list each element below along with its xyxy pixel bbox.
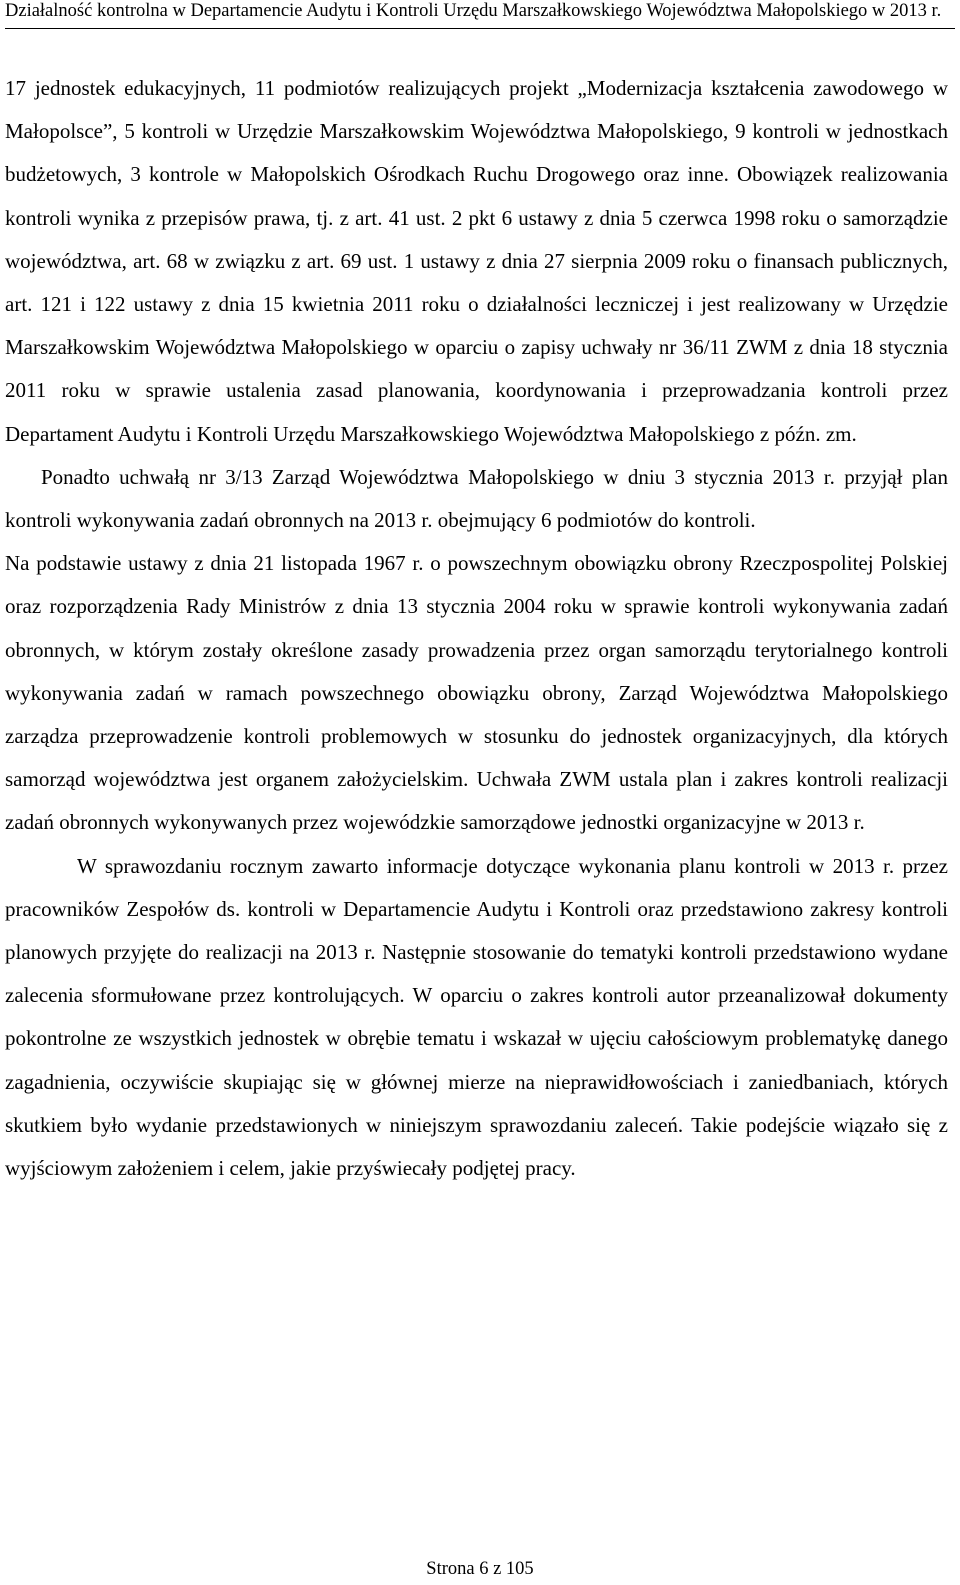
page-number: Strona 6 z 105 [426,1559,534,1579]
paragraph-defense-plan: Ponadto uchwałą nr 3/13 Zarząd Województwa Małopolskiego w dniu 3 stycznia 2013 r. przyjął plan kontroli wykonywania zadań obronnych na 2013 r. obejmujący 6 podmiotów do kontroli. [5,464,948,533]
page-footer [0,1558,960,1580]
running-header-title: Działalność kontrolna w Departamencie Audytu i Kontroli Urzędu Marszałkowskiego Województwa Małopolskiego w 2013 r. [5,1,942,21]
running-header [5,0,955,29]
paragraph-annual-report: W sprawozdaniu rocznym zawarto informacje dotyczące wykonania planu kontroli w 2013 r. przez pracowników Zespołów ds. kontroli w Departamencie Audytu i Kontroli oraz przedstawiono zakresy kontroli planowych przyjęte do realizacji na 2013 r. Następnie stosowanie do tematyki kontroli przedstawiono wydane zalecenia sformułowane przez kontrolujących. W oparciu o zakres kontroli autor przeanalizował dokumenty pokontrolne ze wszystkich jednostek w obrębie tematu i wskazał w ujęciu całościowym problematykę danego zagadnienia, oczywiście skupiając się w głównej mierze na nieprawidłowościach i zaniedbaniach, których skutkiem było wydanie przedstawionych w niniejszym sprawozdaniu zaleceń. Takie podejście wiązało się z wyjściowym założeniem i celem, jakie przyświecały podjętej pracy. [5,853,948,1181]
paragraph-legal-basis-defense: Na podstawie ustawy z dnia 21 listopada 1967 r. o powszechnym obowiązku obrony Rzeczpospolitej Polskiej oraz rozporządzenia Rady Ministrów z dnia 13 stycznia 2004 roku w sprawie kontroli wykonywania zadań obronnych, w którym zostały określone zasady prowadzenia przez organ samorządu terytorialnego kontroli wykonywania zadań w ramach powszechnego obowiązku obrony, Zarząd Województwa Małopolskiego zarządza przeprowadzenie kontroli problemowych w stosunku do jednostek organizacyjnych, dla których samorząd województwa jest organem założycielskim. Uchwała ZWM ustala plan i zakres kontroli realizacji zadań obronnych wykonywanych przez wojewódzkie samorządowe jednostki organizacyjne w 2013 r. [5,551,948,835]
document-body [5,67,948,1190]
paragraph-control-scope: 17 jednostek edukacyjnych, 11 podmiotów realizujących projekt „Modernizacja kształcenia zawodowego w Małopolsce”, 5 kontroli w Urzędzie Marszałkowskim Województwa Małopolskiego, 9 kontroli w jednostkach budżetowych, 3 kontrole w Małopolskich Ośrodkach Ruchu Drogowego oraz inne. Obowiązek realizowania kontroli wynika z przepisów prawa, tj. z art. 41 ust. 2 pkt 6 ustawy z dnia 5 czerwca 1998 roku o samorządzie województwa, art. 68 w związku z art. 69 ust. 1 ustawy z dnia 27 sierpnia 2009 roku o finansach publicznych, art. 121 i 122 ustawy z dnia 15 kwietnia 2011 roku o działalności leczniczej i jest realizowany w Urzędzie Marszałkowskim Województwa Małopolskiego w oparciu o zapisy uchwały nr 36/11 ZWM z dnia 18 stycznia 2011 roku w sprawie ustalenia zasad planowania, koordynowania i przeprowadzania kontroli przez Departament Audytu i Kontroli Urzędu Marszałkowskiego Województwa Małopolskiego z późn. zm. [5,76,948,446]
